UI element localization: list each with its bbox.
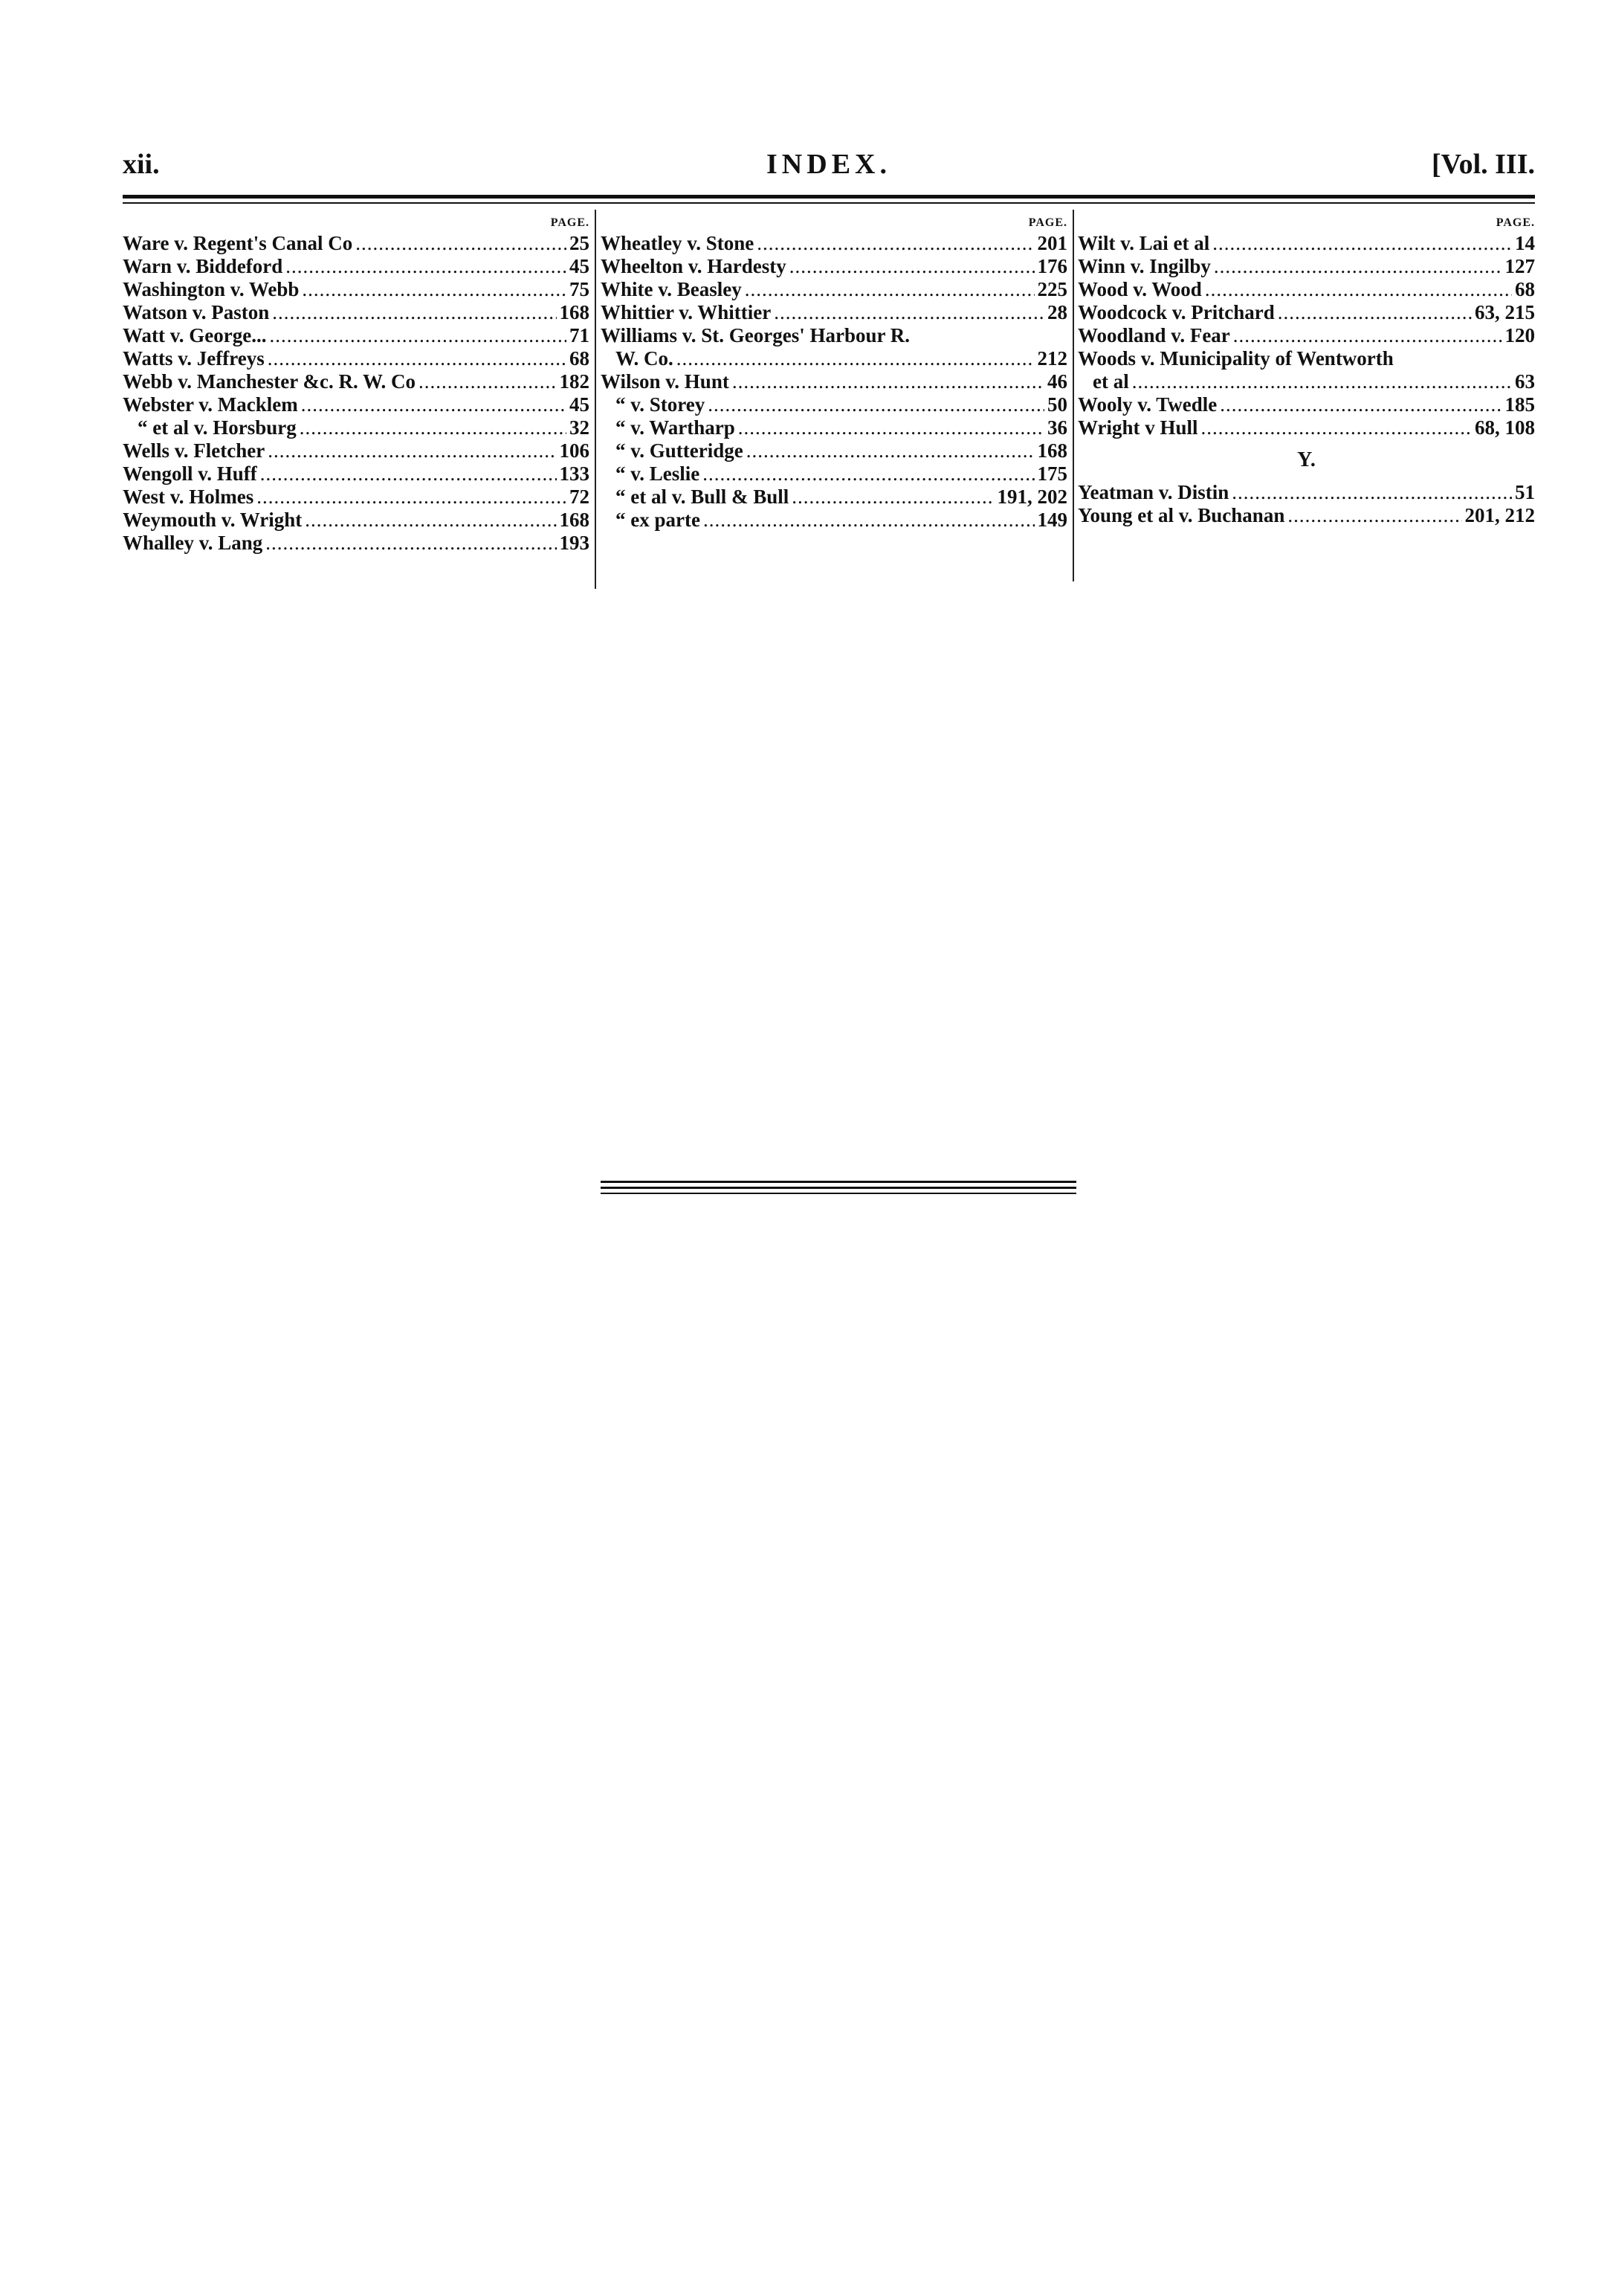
dot-leader: [1205, 278, 1512, 301]
case-name: “ v. Storey: [615, 393, 705, 416]
index-entry: [123, 532, 589, 555]
page-ref: 212: [1037, 347, 1067, 370]
section-letter-y: Y.: [1297, 448, 1316, 471]
dot-leader: [1232, 481, 1512, 504]
case-name: Winn v. Ingilby: [1078, 255, 1211, 277]
case-name: Wood v. Wood: [1078, 278, 1202, 300]
index-entry: [1078, 232, 1535, 255]
index-entry: [123, 416, 589, 439]
dot-leader: [708, 393, 1044, 416]
dot-leader: [757, 232, 1034, 255]
index-entry: [123, 370, 589, 393]
page-ref: 168: [559, 509, 589, 531]
index-column-2: [601, 210, 1067, 532]
page-ref: 45: [569, 393, 589, 416]
dot-leader: [1287, 504, 1461, 527]
case-name: Whittier v. Whittier: [601, 301, 772, 323]
page-ref: 201: [1037, 232, 1067, 254]
case-name: Wilt v. Lai et al: [1078, 232, 1210, 254]
case-name: et al: [1093, 370, 1129, 393]
dot-leader: [745, 278, 1035, 301]
end-rule: [601, 1193, 1076, 1194]
dot-leader: [418, 370, 556, 393]
index-entry: [1078, 278, 1535, 301]
page-ref: 176: [1037, 255, 1067, 277]
index-entry: [123, 509, 589, 532]
page-ref: 72: [569, 486, 589, 508]
case-name: Ware v. Regent's Canal Co: [123, 232, 353, 254]
case-name: Watson v. Paston: [123, 301, 270, 323]
case-name: W. Co.: [615, 347, 673, 370]
page-number: xii.: [123, 149, 160, 180]
case-name: “ et al v. Bull & Bull: [615, 486, 789, 508]
page-ref: 14: [1515, 232, 1535, 254]
index-entry: [601, 232, 1067, 255]
dot-leader: [302, 278, 566, 301]
case-name: Wells v. Fletcher: [123, 439, 265, 462]
dot-leader: [1132, 370, 1512, 393]
dot-leader: [1220, 393, 1502, 416]
dot-leader: [702, 462, 1034, 486]
index-entry: [123, 439, 589, 462]
column-divider: [1073, 210, 1074, 581]
end-rule: [601, 1181, 1076, 1183]
case-name: Washington v. Webb: [123, 278, 300, 300]
index-entry: [601, 370, 1067, 393]
dot-leader: [269, 324, 566, 347]
index-entry: [123, 462, 589, 486]
case-name: White v. Beasley: [601, 278, 742, 300]
page-ref: 225: [1037, 278, 1067, 300]
dot-leader: [1201, 416, 1472, 439]
dot-leader: [256, 486, 566, 509]
page-ref: 191, 202: [997, 486, 1067, 508]
dot-leader: [789, 255, 1035, 278]
column-divider: [595, 210, 596, 589]
case-name: “ et al v. Horsburg: [138, 416, 297, 439]
page-ref: 25: [569, 232, 589, 254]
page-column-heading: PAGE.: [1028, 216, 1067, 229]
index-entry: [123, 255, 589, 278]
index-entry: [601, 462, 1067, 486]
page-ref: 68: [569, 347, 589, 370]
page-ref: 149: [1037, 509, 1067, 531]
dot-leader: [301, 393, 566, 416]
index-entry: [601, 278, 1067, 301]
case-name: West v. Holmes: [123, 486, 254, 508]
index-entry: [123, 232, 589, 255]
case-name: Warn v. Biddeford: [123, 255, 283, 277]
page-ref: 36: [1047, 416, 1067, 439]
header-rule-thin: [123, 202, 1535, 204]
index-entry: [601, 509, 1067, 532]
page-ref: 175: [1037, 462, 1067, 485]
index-entry: [601, 486, 1067, 509]
volume-label: [Vol. III.: [1431, 149, 1535, 180]
page-column-heading: PAGE.: [550, 216, 589, 229]
index-entry: [123, 347, 589, 370]
index-entry: [123, 486, 589, 509]
case-name: “ ex parte: [615, 509, 700, 531]
case-name: Watts v. Jeffreys: [123, 347, 265, 370]
page-ref: 168: [1037, 439, 1067, 462]
page-ref: 106: [559, 439, 589, 462]
dot-leader: [305, 509, 556, 532]
page-header: [123, 146, 1535, 190]
case-name: Woodcock v. Pritchard: [1078, 301, 1275, 323]
case-name: “ v. Gutteridge: [615, 439, 743, 462]
index-entry: [123, 393, 589, 416]
index-entry: [1078, 504, 1535, 527]
page-ref: 193: [559, 532, 589, 554]
case-name: Webb v. Manchester &c. R. W. Co: [123, 370, 416, 393]
index-entry: [1078, 416, 1535, 439]
page-ref: 68, 108: [1475, 416, 1535, 439]
index-entry: [601, 439, 1067, 462]
page-ref: 51: [1515, 481, 1535, 503]
case-name-line: Williams v. St. Georges' Harbour R.: [601, 324, 911, 346]
page-ref: 201, 212: [1464, 504, 1535, 526]
case-name-line: Woods v. Municipality of Wentworth: [1078, 347, 1394, 370]
page-ref: 185: [1504, 393, 1535, 416]
page-title: INDEX.: [766, 149, 891, 180]
case-name: Webster v. Macklem: [123, 393, 298, 416]
page-ref: 63, 215: [1475, 301, 1535, 323]
dot-leader: [1278, 301, 1472, 324]
dot-leader: [738, 416, 1044, 439]
dot-leader: [1214, 255, 1502, 278]
page-ref: 71: [569, 324, 589, 346]
dot-leader: [1233, 324, 1502, 347]
page-ref: 133: [559, 462, 589, 485]
case-name: Wengoll v. Huff: [123, 462, 257, 485]
index-entry: [1078, 481, 1535, 504]
dot-leader: [260, 462, 557, 486]
case-name: Wright v Hull: [1078, 416, 1198, 439]
index-entry: [1078, 370, 1535, 393]
page-ref: 63: [1515, 370, 1535, 393]
case-name: Watt v. George...: [123, 324, 267, 346]
case-name: “ v. Leslie: [615, 462, 700, 485]
index-entry: [601, 301, 1067, 324]
dot-leader: [732, 370, 1044, 393]
case-name: Wheatley v. Stone: [601, 232, 754, 254]
dot-leader: [268, 439, 556, 462]
page-ref: 75: [569, 278, 589, 300]
case-name: Weymouth v. Wright: [123, 509, 303, 531]
header-rule-thick: [123, 195, 1535, 199]
dot-leader: [746, 439, 1035, 462]
page-ref: 168: [559, 301, 589, 323]
case-name: “ v. Wartharp: [615, 416, 735, 439]
index-entry: [601, 347, 1067, 370]
index-entry: [601, 416, 1067, 439]
index-entry: [123, 301, 589, 324]
page-ref: 50: [1047, 393, 1067, 416]
page-ref: 28: [1047, 301, 1067, 323]
case-name: Wheelton v. Hardesty: [601, 255, 786, 277]
page-ref: 127: [1504, 255, 1535, 277]
dot-leader: [272, 301, 556, 324]
page-ref: 46: [1047, 370, 1067, 393]
page-ref: 32: [569, 416, 589, 439]
dot-leader: [285, 255, 566, 278]
index-entry: [1078, 324, 1535, 347]
index-entry: [601, 393, 1067, 416]
dot-leader: [300, 416, 566, 439]
end-rule: [601, 1187, 1076, 1189]
case-name: Young et al v. Buchanan: [1078, 504, 1285, 526]
dot-leader: [268, 347, 566, 370]
dot-leader: [774, 301, 1044, 324]
page-ref: 68: [1515, 278, 1535, 300]
dot-leader: [355, 232, 566, 255]
dot-leader: [265, 532, 556, 555]
case-name: Wooly v. Twedle: [1078, 393, 1218, 416]
index-entry: [123, 278, 589, 301]
index-entry: [601, 255, 1067, 278]
index-entry: [123, 324, 589, 347]
index-entry: [1078, 393, 1535, 416]
dot-leader: [703, 509, 1035, 532]
dot-leader: [676, 347, 1035, 370]
page-ref: 182: [559, 370, 589, 393]
case-name: Woodland v. Fear: [1078, 324, 1230, 346]
dot-leader: [1212, 232, 1512, 255]
page-column-heading: PAGE.: [1496, 216, 1535, 229]
case-name: Wilson v. Hunt: [601, 370, 729, 393]
index-entry: [1078, 301, 1535, 324]
dot-leader: [792, 486, 994, 509]
index-column-1: [123, 210, 589, 555]
page-ref: 45: [569, 255, 589, 277]
case-name: Yeatman v. Distin: [1078, 481, 1229, 503]
case-name: Whalley v. Lang: [123, 532, 263, 554]
index-column-3: [1078, 210, 1535, 527]
index-entry: [1078, 255, 1535, 278]
page-ref: 120: [1504, 324, 1535, 346]
